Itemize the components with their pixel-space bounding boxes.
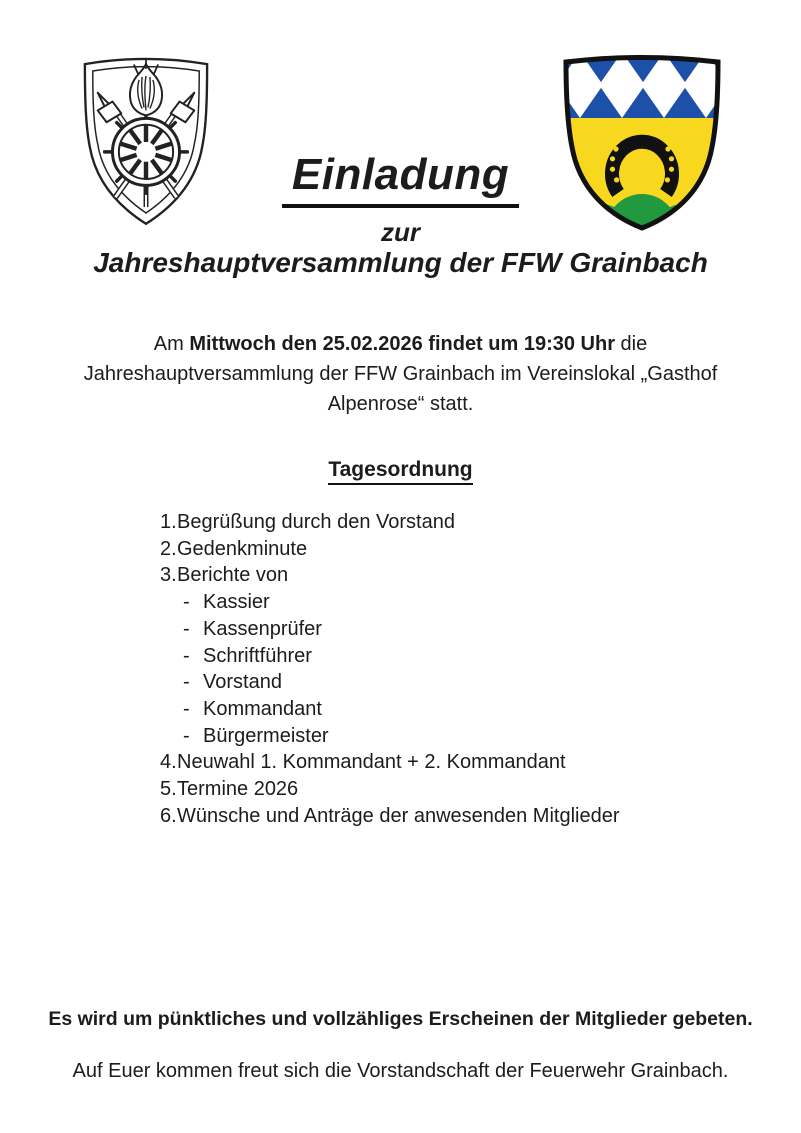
title-connector: zur (381, 217, 420, 247)
agenda-item (160, 562, 620, 589)
agenda-item (160, 536, 620, 563)
agenda-item-marker: - (183, 671, 190, 694)
closing-emphasis-line: Es wird um pünktliches und vollzähliges Erscheinen der Mitglieder gebeten. (48, 1008, 753, 1030)
agenda-item-label: Termine 2026 (177, 778, 299, 801)
agenda-item-label: Bürgermeister (203, 724, 329, 747)
page-title-text: Einladung (282, 150, 519, 208)
agenda-item (160, 749, 620, 776)
agenda-item-label: Gedenkminute (177, 537, 308, 560)
intro-paragraph (80, 329, 721, 419)
agenda-item-marker: 5. (160, 778, 177, 801)
agenda-item-label: Schriftführer (203, 644, 312, 667)
agenda-item-marker: - (183, 617, 190, 640)
agenda-subitem (183, 589, 620, 616)
agenda-item-marker: - (183, 644, 190, 667)
agenda-subitem (183, 643, 620, 670)
agenda-item-marker: 2. (160, 537, 177, 560)
agenda-subitem (183, 723, 620, 750)
agenda-heading (0, 458, 801, 485)
agenda-item-marker: 4. (160, 751, 177, 774)
agenda-heading-text: Tagesordnung (328, 458, 472, 485)
agenda-item-label: Wünsche und Anträge der anwesenden Mitglieder (177, 804, 620, 827)
intro-prefix: Am (153, 333, 190, 355)
event-title: Jahreshauptversammlung der FFW Grainbach (93, 247, 708, 278)
agenda-item-marker: 3. (160, 564, 177, 587)
agenda-item (160, 509, 620, 536)
agenda-item-marker: - (183, 697, 190, 720)
agenda-item-label: Kommandant (203, 697, 322, 720)
agenda-item-marker: - (183, 591, 190, 614)
agenda-item-label: Kassier (203, 591, 270, 614)
agenda-subitem (183, 616, 620, 643)
agenda-item-label: Berichte von (177, 564, 289, 587)
agenda-item-marker: - (183, 724, 190, 747)
agenda-list (160, 509, 620, 829)
intro-suffix: die Jahreshauptversammlung der FFW Grainbach im Vereinslokal „Gasthof Alpenrose“ statt. (83, 333, 718, 415)
page-title (0, 150, 801, 208)
agenda-item-label: Vorstand (203, 671, 282, 694)
agenda-item-label: Begrüßung durch den Vorstand (177, 511, 455, 533)
agenda-subitem (183, 696, 620, 723)
flame-icon (130, 59, 162, 115)
agenda-item-label: Kassenprüfer (203, 617, 322, 640)
agenda-item (160, 803, 620, 830)
intro-date-time: Mittwoch den 25.02.2026 findet um 19:30 Uhr (189, 333, 615, 355)
agenda-subitem (183, 669, 620, 696)
agenda-item-marker: 6. (160, 804, 177, 827)
agenda-item-label: Neuwahl 1. Kommandant + 2. Kommandant (177, 751, 566, 774)
agenda-item (160, 776, 620, 803)
closing-regular-line: Auf Euer kommen freut sich die Vorstandschaft der Feuerwehr Grainbach. (72, 1060, 729, 1082)
agenda-item-marker: 1. (160, 511, 177, 533)
